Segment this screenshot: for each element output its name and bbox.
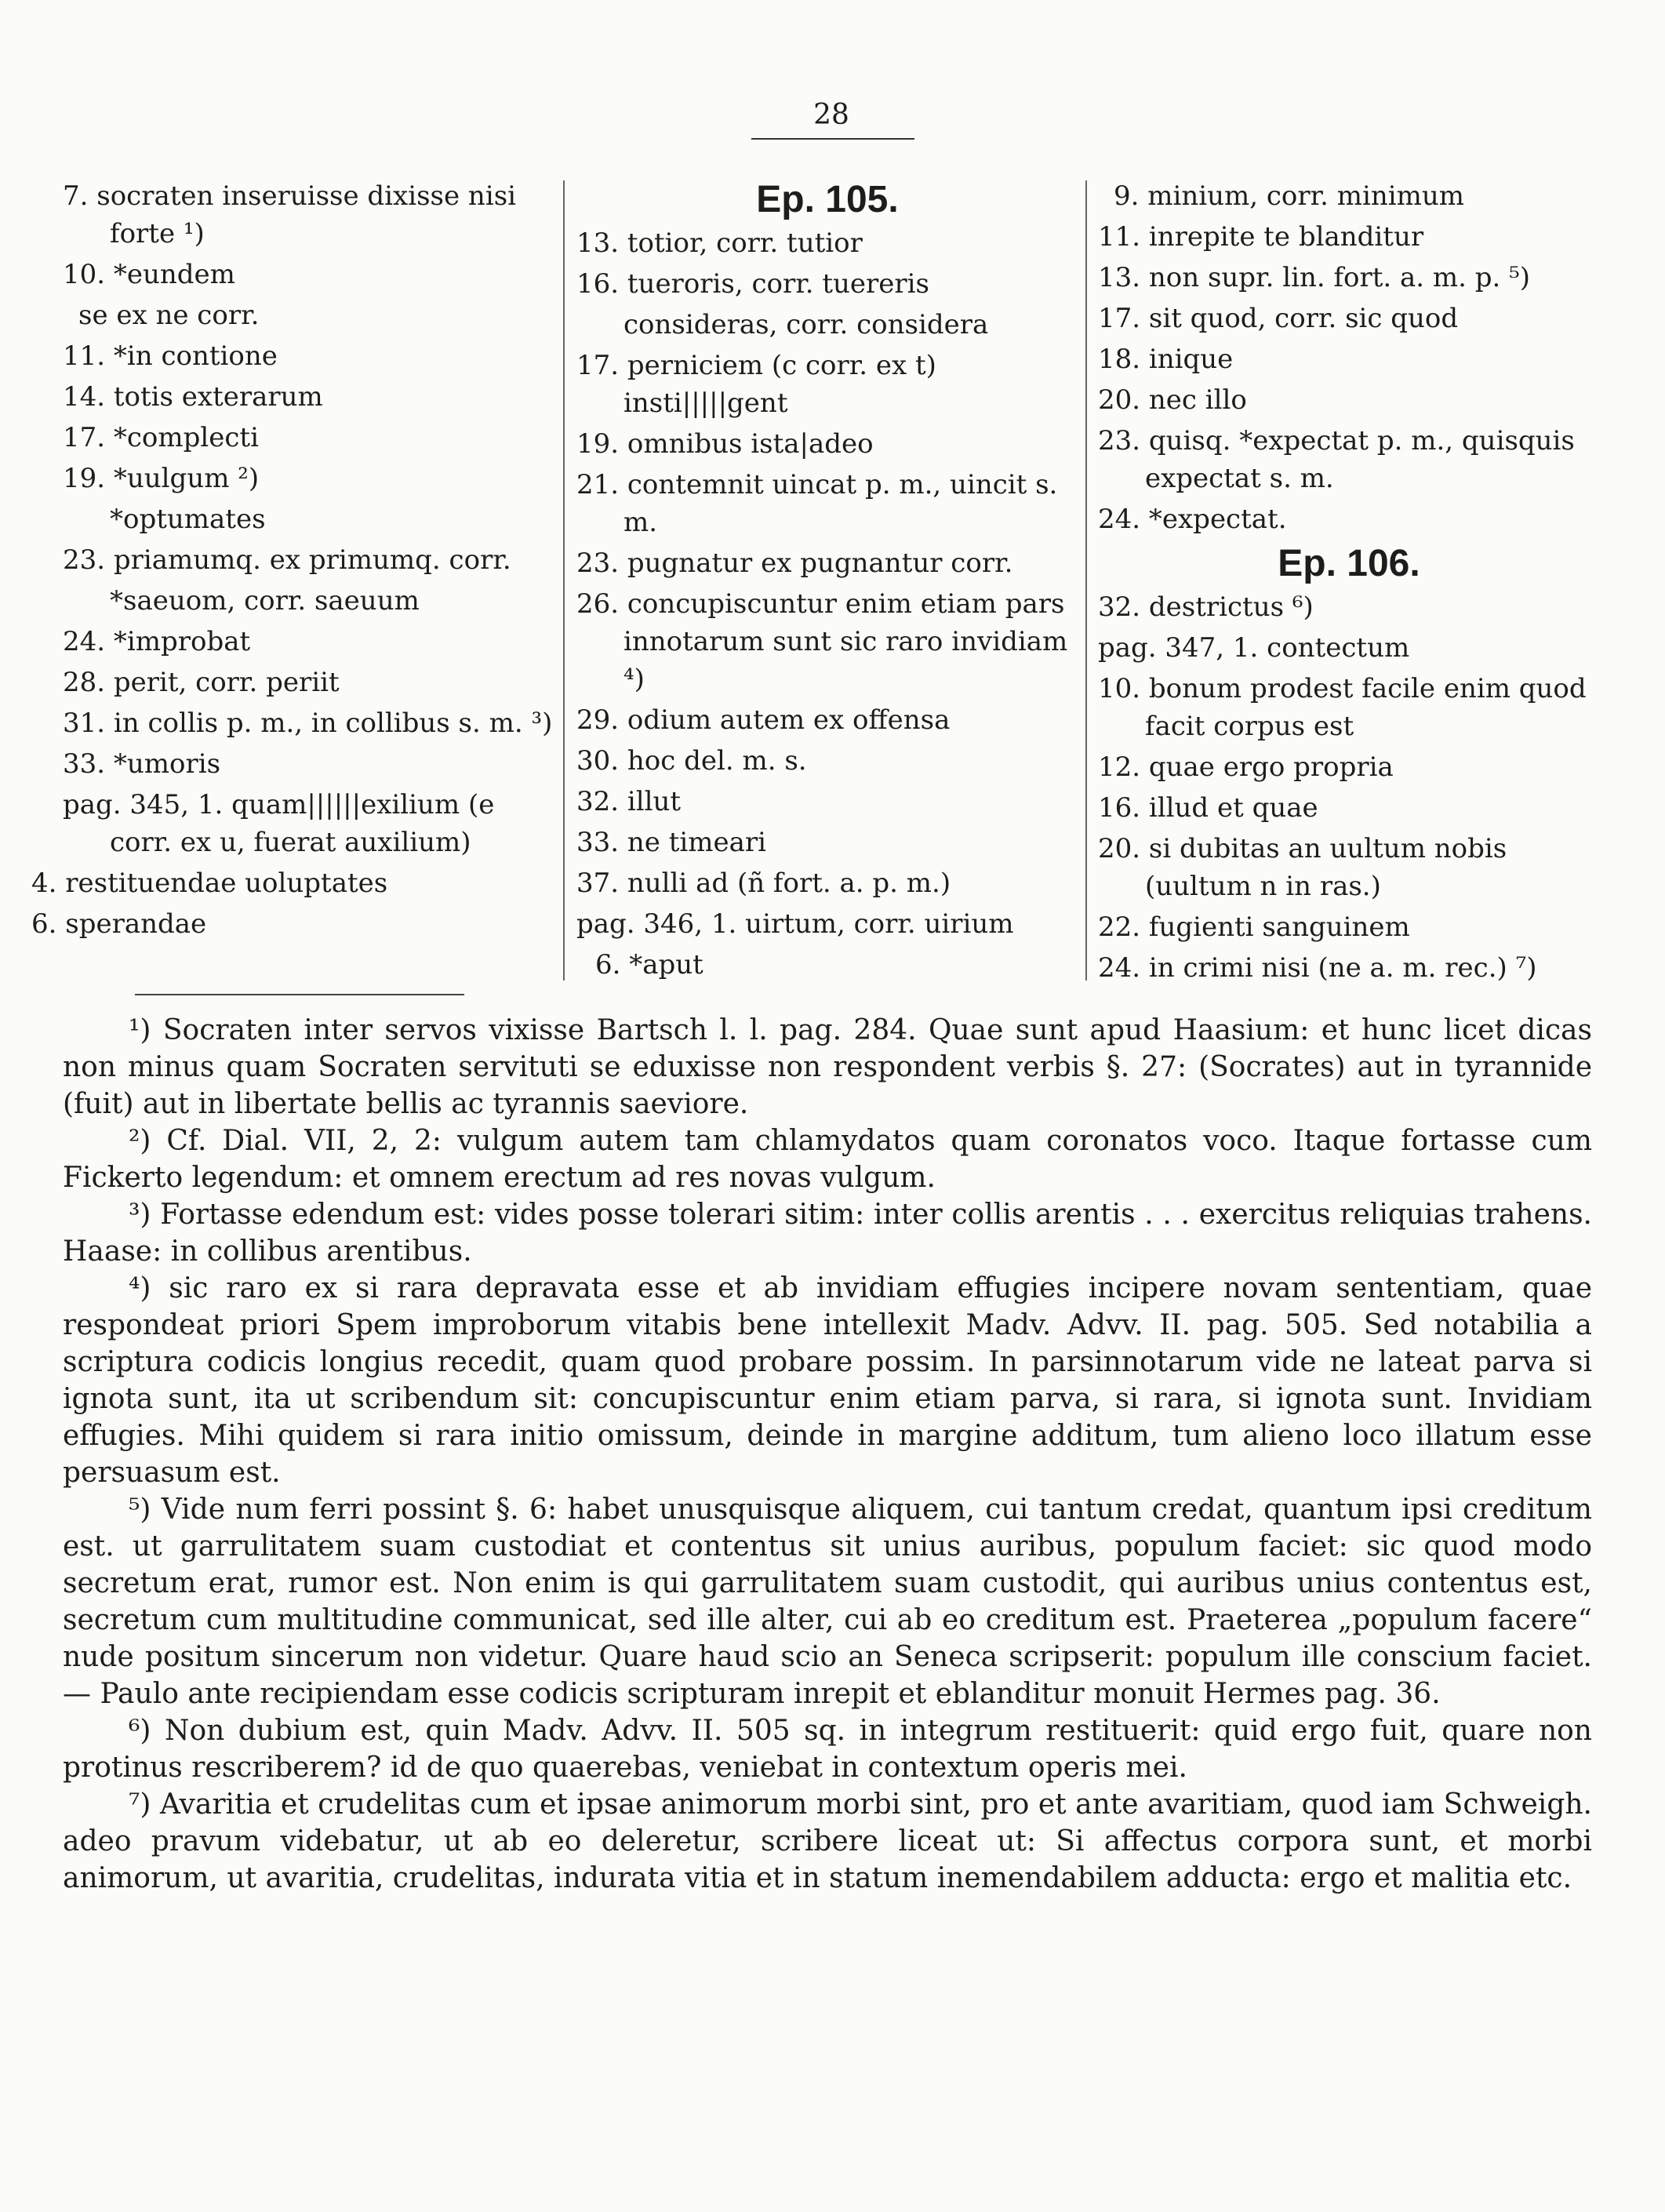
apparatus-entry: 10. bonum prodest facile enim quod facit corpus est <box>1098 673 1587 742</box>
apparatus-entry: *optumates <box>110 504 266 535</box>
apparatus-entry: 28. perit, corr. periit <box>63 667 340 698</box>
apparatus-entry: 13. totior, corr. tutior <box>576 227 863 259</box>
apparatus-column-1 <box>31 177 557 946</box>
footnote-4: ⁴) sic raro ex si rara depravata esse et ab invidiam effugies incipere novam sententiam, quae respondeat priori Spem improborum vitabis bene intellexit Madv. Advv. II. pag. 505. Sed notabilia a scriptura codicis longius recedit, quam quod probare possim. In parsinnotarum vide ne lateat parva si ignota sunt, ita ut scribendum sit: concupiscuntur enim etiam parva, si rara, si ignota sunt. Invidiam effugies. Mihi quidem si rara initio omissum, deinde in margine additum, tum alieno loco illatum esse persuasum est. <box>63 1272 1592 1489</box>
apparatus-entry: pag. 345, 1. quam||||||exilium (e corr. ex u, fuerat auxilium) <box>63 789 495 858</box>
apparatus-entry: 16. tueroris, corr. tuereris <box>576 268 930 300</box>
apparatus-entry: 11. inrepite te blanditur <box>1098 221 1424 253</box>
apparatus-entry: 21. contemnit uincat p. m., uincit s. m. <box>576 469 1058 538</box>
apparatus-entry: pag. 346, 1. uirtum, corr. uirium <box>576 908 1014 940</box>
epistle-heading-105: Ep. 105. <box>756 179 899 220</box>
apparatus-entry: 17. perniciem (c corr. ex t) insti|||||gent <box>576 350 936 419</box>
apparatus-entry: 23. pugnatur ex pugnantur corr. <box>576 548 1013 579</box>
apparatus-entry: 6. *aput <box>595 949 703 980</box>
apparatus-entry: 23. quisq. *expectat p. m., quisquis expectat s. m. <box>1098 425 1575 494</box>
footnote-3: ³) Fortasse edendum est: vides posse tolerari sitim: inter collis arentis . . . exercitus reliquias trahens. Haase: in collibus arentibus. <box>63 1199 1592 1268</box>
apparatus-entry: 23. priamumq. ex primumq. corr. <box>63 544 511 576</box>
footnote-6: ⁶) Non dubium est, quin Madv. Advv. II. 505 sq. in integrum restituerit: quid ergo fuit, quare non protinus rescriberem? id de quo quaerebas, veniebat in contextum operis mei. <box>63 1715 1592 1784</box>
apparatus-entry: 33. ne timeari <box>576 827 767 858</box>
footnote-1: ¹) Socraten inter servos vixisse Bartsch l. l. pag. 284. Quae sunt apud Haasium: et hunc licet dicas non minus quam Socraten servituti se eduxisse non respondent verbis §. 27: (Socrates) aut in tyrannide (fuit) aut in libertate bellis ac tyrannis saeviore. <box>63 1014 1592 1120</box>
apparatus-entry: 4. restituendae uoluptates <box>31 868 388 899</box>
apparatus-entry: 7. socraten inseruisse dixisse nisi forte ¹) <box>63 180 517 249</box>
apparatus-entry: 14. totis exterarum <box>63 381 323 413</box>
apparatus-entry: 6. sperandae <box>31 908 207 940</box>
apparatus-entry: 31. in collis p. m., in collibus s. m. ³) <box>63 708 553 739</box>
apparatus-entry: *saeuom, corr. saeuum <box>110 585 420 617</box>
footnote-2: ²) Cf. Dial. VII, 2, 2: vulgum autem tam chlamydatos quam coronatos voco. Itaque fortasse cum Fickerto legendum: et omnem erectum ad res novas vulgum. <box>63 1125 1592 1194</box>
column-divider-left <box>563 180 565 980</box>
apparatus-entry: 10. *eundem <box>63 259 235 290</box>
apparatus-entry: 19. omnibus ista|adeo <box>576 428 874 460</box>
apparatus-entry: 18. inique <box>1098 344 1234 375</box>
apparatus-entry: se ex ne corr. <box>78 300 260 331</box>
apparatus-entry: 20. nec illo <box>1098 384 1247 416</box>
column-divider-right <box>1085 180 1087 980</box>
apparatus-entry: 17. sit quod, corr. sic quod <box>1098 303 1459 334</box>
apparatus-entry: pag. 347, 1. contectum <box>1098 632 1410 664</box>
apparatus-entry: 13. non supr. lin. fort. a. m. p. ⁵) <box>1098 262 1531 293</box>
apparatus-column-2 <box>576 177 1078 987</box>
apparatus-entry: 24. *improbat <box>63 626 251 657</box>
apparatus-column-3 <box>1098 177 1600 990</box>
footnote-7: ⁷) Avaritia et crudelitas cum et ipsae animorum morbi sint, pro et ante avaritiam, quod iam Schweigh. adeo pravum videbatur, ut ab eo deleretur, scribere liceat ut: Si affectus corpora sunt, et morbi animorum, ut avaritia, crudelitas, indurata vitia et in statum inemendabilem adducta: ergo et malitia etc. <box>63 1788 1592 1894</box>
apparatus-entry: 37. nulli ad (ñ fort. a. p. m.) <box>576 868 951 899</box>
footnotes <box>63 1012 1592 1897</box>
apparatus-entry: 11. *in contione <box>63 340 278 372</box>
footnote-5: ⁵) Vide num ferri possint §. 6: habet unusquisque aliquem, cui tantum credat, quantum ipsi creditum est. ut garrulitatem suam custodiat et contentus sit unius auribus, populum faciet: sic quod modo secretum erat, rumor est. Non enim is qui garrulitatem suam custodit, qui auribus unius contentus est, secretum cum multitudine communicat, sed ille alter, cui ab eo creditum est. Praeterea „populum facere“ nude positum sincerum non videtur. Quare haud scio an Seneca scripserit: populum ille conscium faciet. — Paulo ante recipiendam esse codicis scripturam inrepit et eblanditur monuit Hermes pag. 36. <box>63 1493 1592 1710</box>
page-number-rule <box>751 138 914 140</box>
apparatus-entry: 19. *uulgum ²) <box>63 463 260 494</box>
apparatus-entry: 32. destrictus ⁶) <box>1098 591 1314 623</box>
apparatus-entry: 26. concupiscuntur enim etiam pars innotarum sunt sic raro invidiam ⁴) <box>576 588 1068 695</box>
apparatus-entry: 16. illud et quae <box>1098 792 1318 824</box>
apparatus-entry: consideras, corr. considera <box>623 309 989 340</box>
epistle-heading-106: Ep. 106. <box>1278 543 1420 584</box>
apparatus-entry: 30. hoc del. m. s. <box>576 745 807 777</box>
apparatus-entry: 17. *complecti <box>63 422 259 453</box>
apparatus-entry: 29. odium autem ex offensa <box>576 704 951 736</box>
apparatus-entry: 9. minium, corr. minimum <box>1114 180 1465 212</box>
apparatus-entry: 33. *umoris <box>63 748 221 780</box>
apparatus-entry: 24. in crimi nisi (ne a. m. rec.) ⁷) <box>1098 952 1537 984</box>
apparatus-entry: 24. *expectat. <box>1098 504 1287 535</box>
footnote-rule <box>135 994 464 995</box>
apparatus-entry: 20. si dubitas an uultum nobis (uultum n in ras.) <box>1098 833 1507 902</box>
page-number: 28 <box>813 99 849 131</box>
apparatus-entry: 12. quae ergo propria <box>1098 751 1394 783</box>
apparatus-entry: 32. illut <box>576 786 682 817</box>
apparatus-entry: 22. fugienti sanguinem <box>1098 911 1410 943</box>
